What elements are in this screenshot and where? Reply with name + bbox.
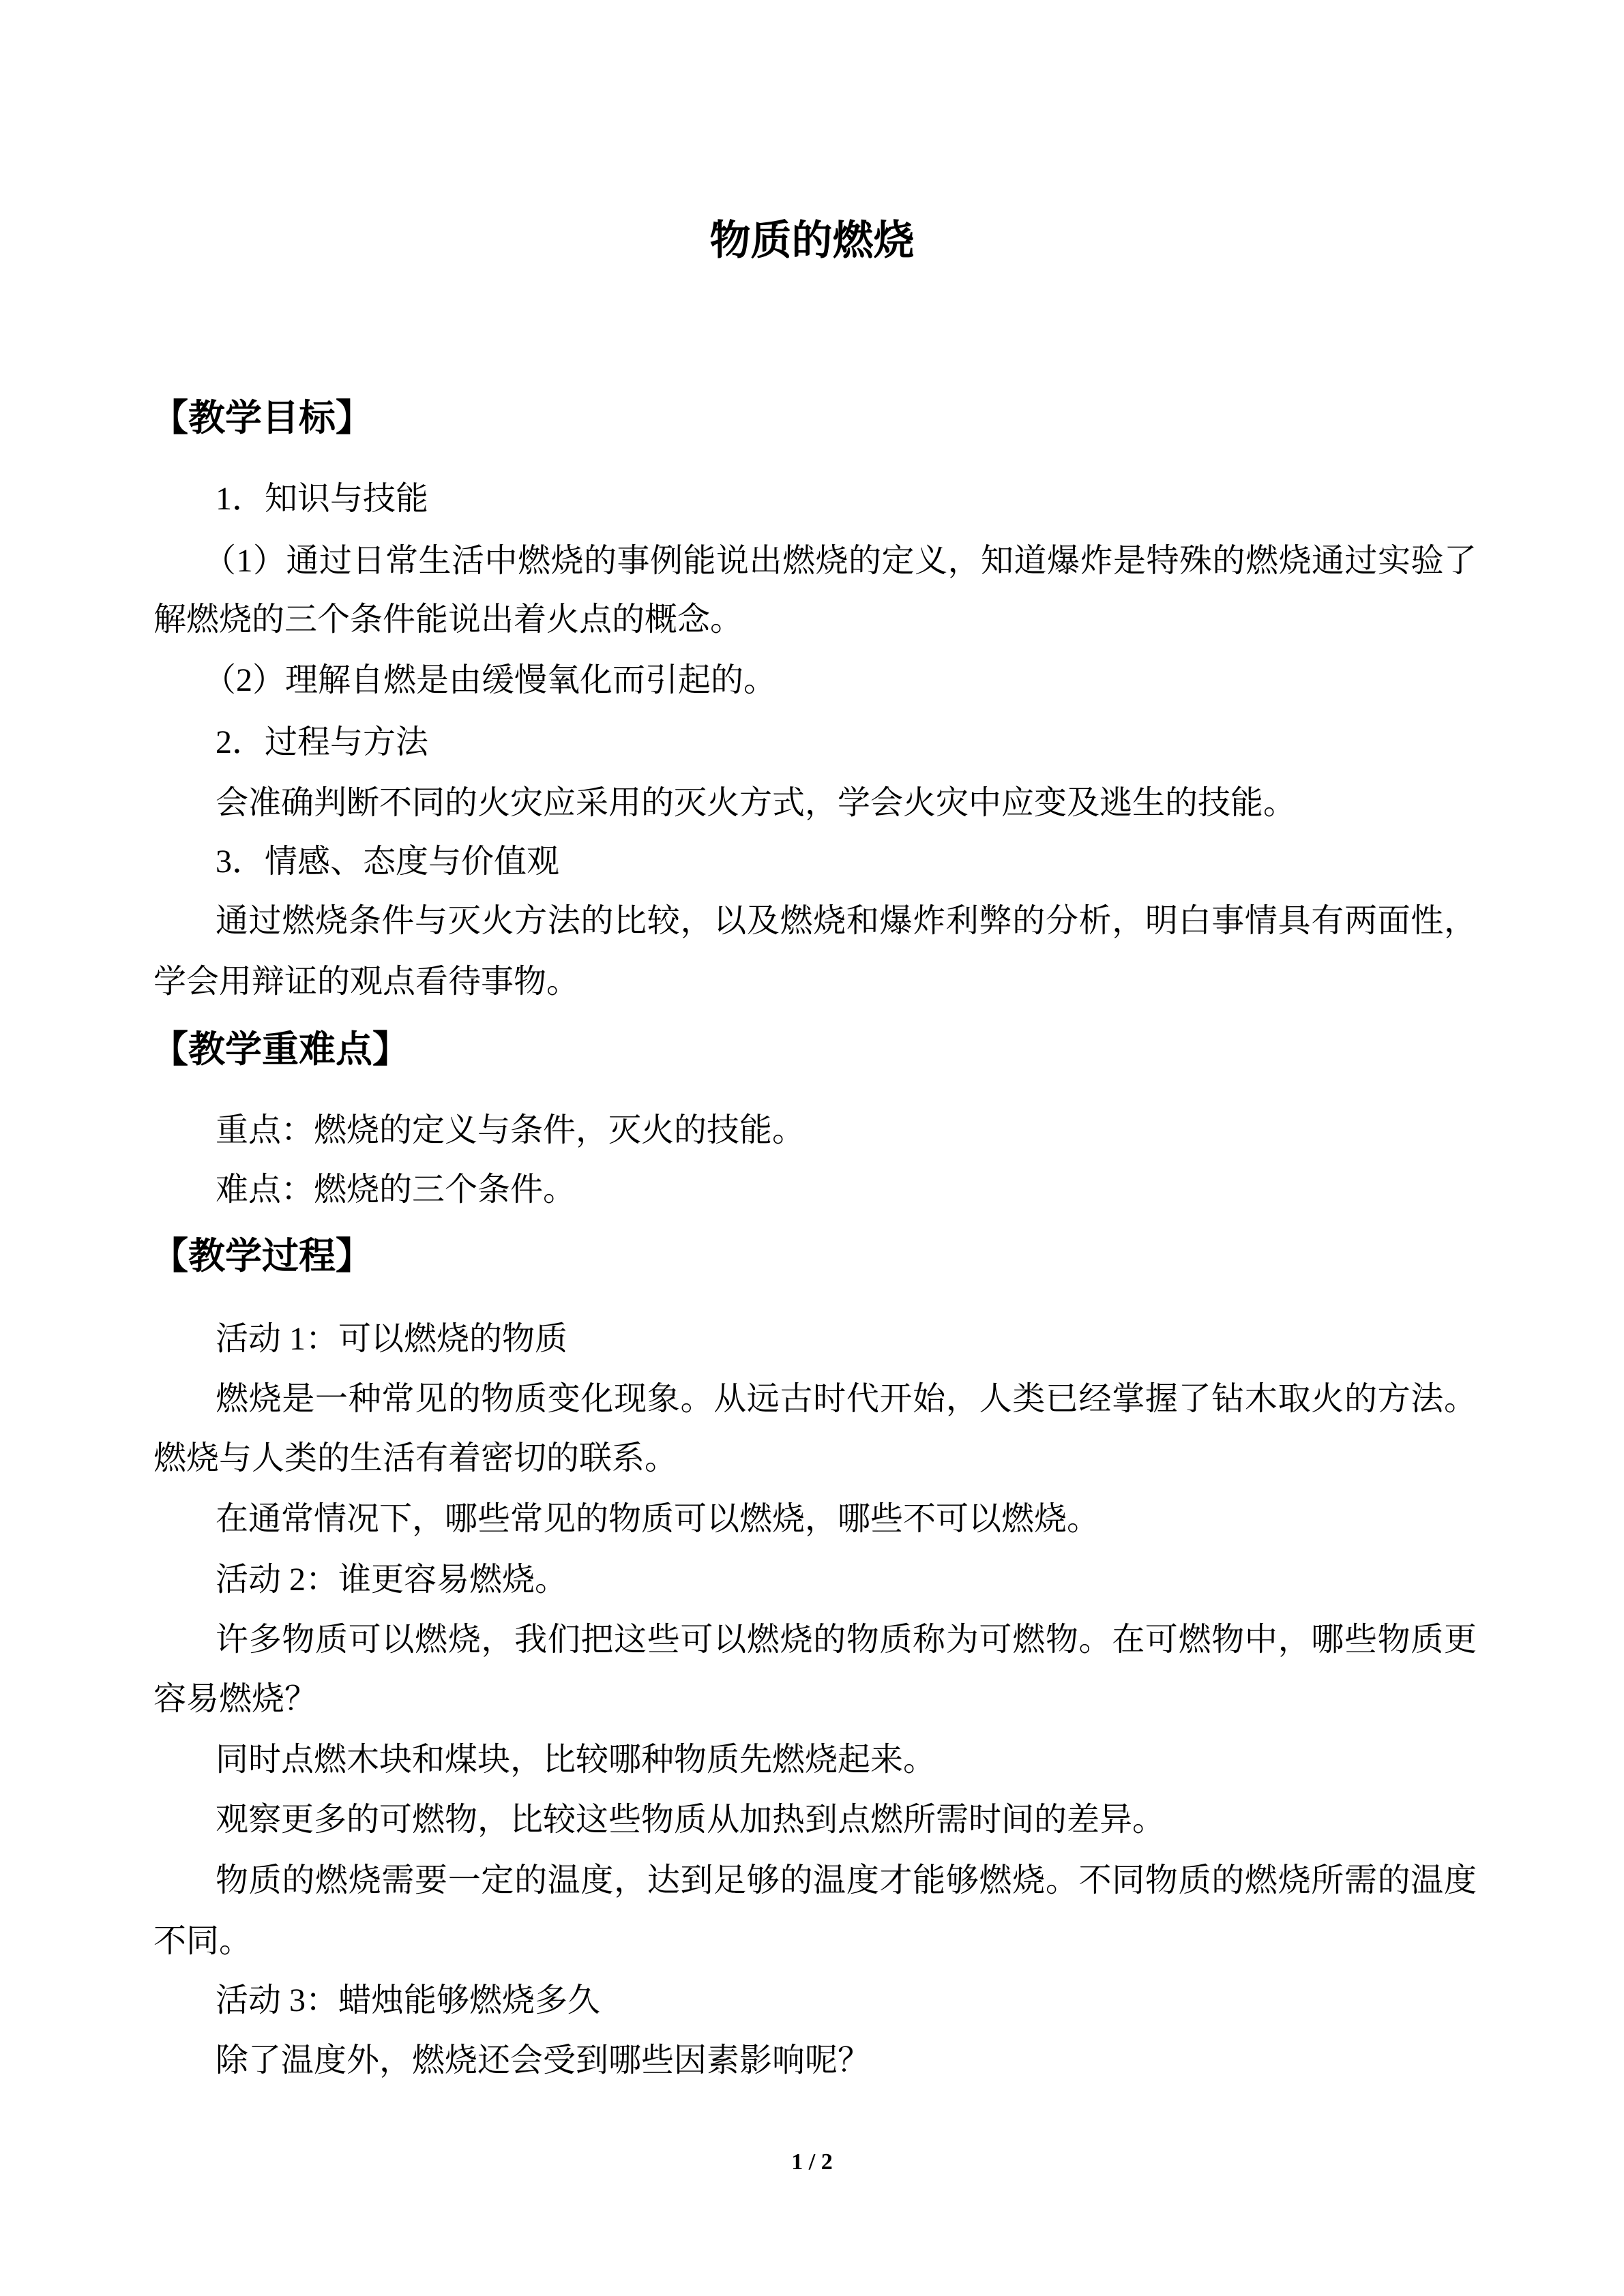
- paragraph-line: 会准确判断不同的火灾应采用的灭火方式，学会火灾中应变及逃生的技能。: [216, 785, 1297, 821]
- paragraph-line: （2）理解自燃是由缓慢氧化而引起的。: [203, 662, 777, 698]
- paragraph-line: 不同。: [153, 1923, 252, 1959]
- paragraph-line: 活动 1：可以燃烧的物质: [216, 1321, 568, 1357]
- paragraph-line: 物质的燃烧需要一定的温度，达到足够的温度才能够燃烧。不同物质的燃烧所需的温度: [216, 1862, 1477, 1898]
- paragraph-line: （1）通过日常生活中燃烧的事例能说出燃烧的定义，知道爆炸是特殊的燃烧通过实验了: [203, 543, 1477, 579]
- paragraph-line: 观察更多的可燃物，比较这些物质从加热到点燃所需时间的差异。: [216, 1802, 1166, 1838]
- paragraph-line: 在通常情况下，哪些常见的物质可以燃烧，哪些不可以燃烧。: [216, 1501, 1100, 1537]
- paragraph-line: 活动 3：蜡烛能够燃烧多久: [216, 1982, 601, 2018]
- paragraph-line: 容易燃烧？: [153, 1681, 318, 1717]
- paragraph-line: 除了温度外，燃烧还会受到哪些因素影响呢？: [216, 2042, 871, 2078]
- paragraph-line: 解燃烧的三个条件能说出着火点的概念。: [153, 601, 743, 638]
- paragraph-line: 许多物质可以燃烧，我们把这些可以燃烧的物质称为可燃物。在可燃物中，哪些物质更: [216, 1622, 1477, 1658]
- section-heading-goals: 【教学目标】: [151, 398, 372, 438]
- paragraph-line: 燃烧是一种常见的物质变化现象。从远古时代开始，人类已经掌握了钻木取火的方法。: [216, 1381, 1477, 1417]
- page-number: 1 / 2: [791, 2149, 833, 2175]
- paragraph-line: 2．过程与方法: [216, 724, 429, 760]
- paragraph-line: 难点：燃烧的三个条件。: [216, 1172, 576, 1208]
- paragraph-line: 同时点燃木块和煤块，比较哪种物质先燃烧起来。: [216, 1742, 936, 1778]
- paragraph-line: 燃烧与人类的生活有着密切的联系。: [153, 1440, 678, 1476]
- paragraph-line: 通过燃烧条件与灭火方法的比较，以及燃烧和爆炸利弊的分析，明白事情具有两面性，: [216, 903, 1477, 939]
- document-title: 物质的燃烧: [709, 218, 915, 263]
- paragraph-line: 重点：燃烧的定义与条件，灭火的技能。: [216, 1112, 806, 1148]
- paragraph-line: 1．知识与技能: [216, 481, 429, 517]
- section-heading-process: 【教学过程】: [151, 1236, 372, 1277]
- paragraph-line: 3．情感、态度与价值观: [216, 844, 560, 880]
- paragraph-line: 活动 2：谁更容易燃烧。: [216, 1562, 568, 1598]
- section-heading-key-points: 【教学重难点】: [151, 1029, 409, 1070]
- paragraph-line: 学会用辩证的观点看待事物。: [153, 964, 580, 1000]
